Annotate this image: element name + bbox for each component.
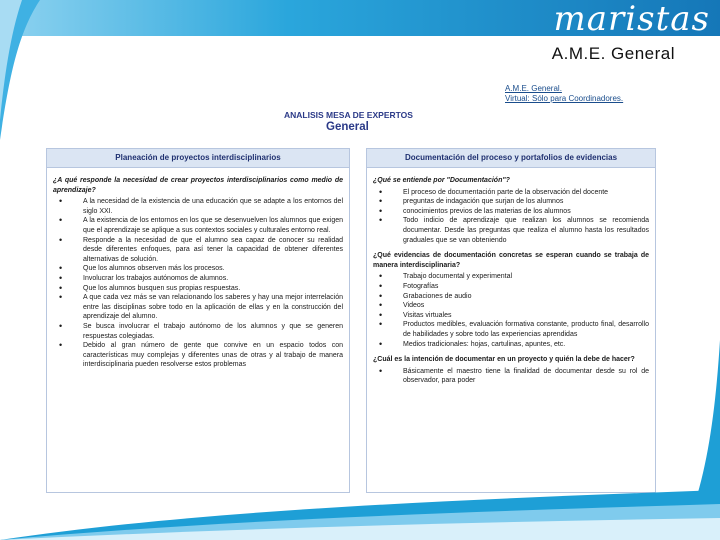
documentation-column-header: Documentación del proceso y portafolios de evidencias (367, 149, 655, 168)
documentation-answers-3 (373, 367, 649, 386)
documentation-column (366, 148, 656, 493)
list-item: • Se busca involucrar el trabajo autónomo de los alumnos y que se generen respuestas colegiadas. (53, 322, 343, 341)
planning-column-header: Planeación de proyectos interdisciplinarios (47, 149, 349, 168)
list-item: • Visitas virtuales (373, 311, 649, 321)
documentation-question-2: ¿Qué evidencias de documentación concretas se esperan cuando se trabaja de manera interdisciplinaria? (373, 252, 649, 269)
planning-question: ¿A qué responde la necesidad de crear proyectos interdisciplinarios como medio de aprendizaje? (53, 177, 343, 194)
doc-header-line1: A.M.E. General. (505, 84, 562, 93)
list-item: • A la existencia de los entornos en los que se desenvuelven los alumnos que exigen que el aprendizaje se aplique a sus contextos sociales y culturales entorno real. (53, 216, 343, 235)
list-item: • Fotografías (373, 282, 649, 292)
left-decorative-wave (0, 0, 40, 140)
list-item: • A la necesidad de la existencia de una educación que se adapte a los entornos del siglo XXI. (53, 197, 343, 216)
doc-header-line2: Virtual: Sólo para Coordinadores. (505, 94, 624, 103)
documentation-answers-2 (373, 272, 649, 349)
list-item: • Básicamente el maestro tiene la finalidad de documentar desde su rol de observador, para poder (373, 367, 649, 386)
slide-title: A.M.E. General (551, 44, 675, 63)
maristas-logo: maristas (553, 0, 710, 39)
bottom-decorative-wave (0, 480, 720, 540)
list-item: • Productos medibles, evaluación formativa constante, producto final, desarrollo de habilidades y sobre todo las experiencias aprendidas (373, 320, 649, 339)
list-item: • Trabajo documental y experimental (373, 272, 649, 282)
planning-column (46, 148, 350, 493)
documentation-question-1: ¿Qué se entiende por "Documentación"? (373, 177, 510, 184)
list-item: • Que los alumnos observen más los procesos. (53, 264, 343, 274)
documentation-question-3: ¿Cuál es la intención de documentar en un proyecto y quién la debe de hacer? (373, 356, 635, 364)
list-item: • Responde a la necesidad de que el alumno sea capaz de conocer su realidad desde diferentes enfoques, para así tener la capacidad de obtener diferentes alternativas de solución. (53, 236, 343, 265)
list-item: • Debido al gran número de gente que convive en un espacio todos con características muy complejas y diferentes unas de otras y al trabajo de manera interdisciplinaria pueden resolverse estos problemas (53, 341, 343, 370)
documentation-column-body (367, 168, 655, 386)
documentation-answers-1 (373, 188, 649, 246)
list-item: • Involucrar los trabajos autónomos de alumnos. (53, 274, 343, 284)
analysis-subheading: General (326, 121, 369, 133)
planning-column-body (47, 168, 349, 370)
list-item: • Videos (373, 301, 649, 311)
list-item: • A que cada vez más se van relacionando los saberes y hay una mejor interrelación entre las disciplinas sobre todo en la aplicación de ellas y en la construcción del aprendizaje del alumno. (53, 293, 343, 322)
list-item: • conocimientos previos de las materias de los alumnos (373, 207, 649, 217)
list-item: • Todo indicio de aprendizaje que realizan los alumnos se recomienda documentar. Desde las preguntas que realiza el alumno hasta los resultados graduales que se van obteniendo (373, 216, 649, 245)
list-item: • Medios tradicionales: hojas, cartulinas, apuntes, etc. (373, 340, 649, 350)
list-item: • Grabaciones de audio (373, 292, 649, 302)
analysis-heading: ANALISIS MESA DE EXPERTOS (284, 110, 413, 120)
planning-answers-list (53, 197, 343, 370)
document-header (505, 84, 623, 104)
list-item: • El proceso de documentación parte de la observación del docente (373, 188, 649, 198)
list-item: • preguntas de indagación que surjan de los alumnos (373, 197, 649, 207)
list-item: • Que los alumnos busquen sus propias respuestas. (53, 284, 343, 294)
